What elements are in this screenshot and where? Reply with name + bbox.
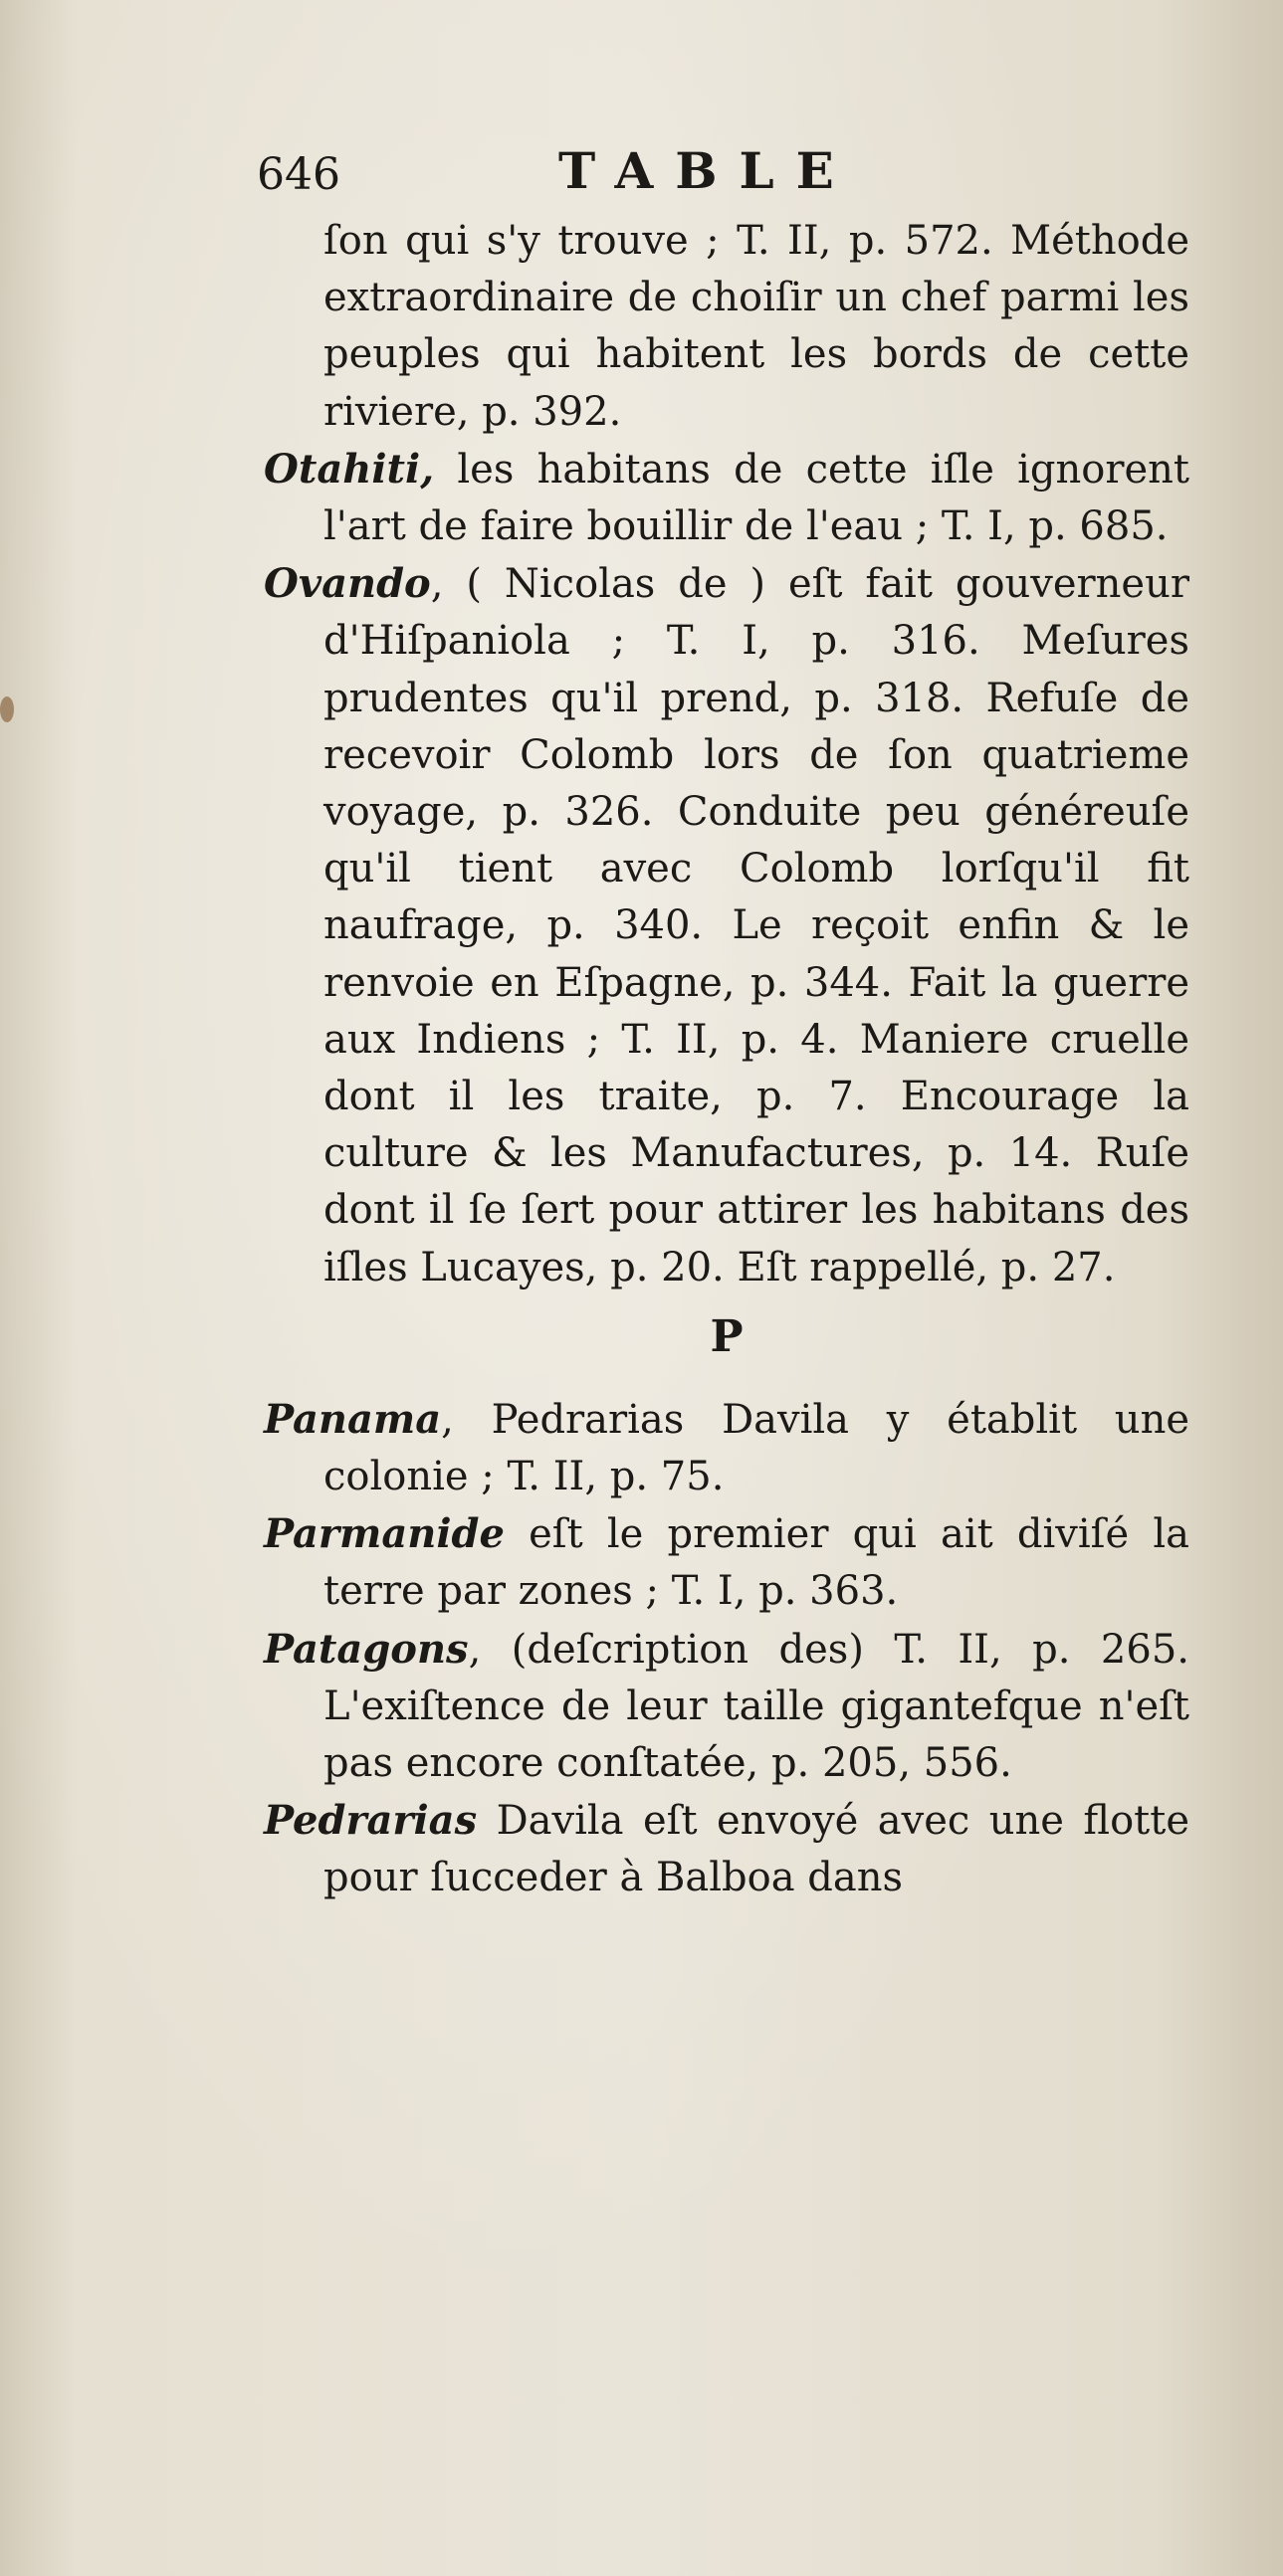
section-letter: P (710, 1310, 744, 1362)
index-entry (264, 1505, 1189, 1620)
index-entry (264, 441, 1189, 555)
index-entry (264, 1792, 1189, 1906)
index-entry (264, 213, 1189, 441)
entry-text: ſon qui s'y trouve ; T. II, p. 572. Méthode extraordinaire de choiſir un chef parmi les peuples qui habitent les bords de cette riviere, p. 392. (323, 218, 1189, 435)
entry-term: Panama (264, 1395, 442, 1443)
index-entry (264, 555, 1189, 1296)
entry-term: Parmanide (264, 1510, 505, 1558)
entry-term: Patagons (264, 1625, 469, 1673)
entry-term: Otahiti, (264, 445, 435, 493)
entry-text: , ( Nicolas de ) eſt fait gouverneur d'Hiſpaniola ; T. I, p. 316. Meſures prudentes qu'il prend, p. 318. Refuſe de recevoir Colomb lors de ſon quatrieme voyage, p. 326. Conduite peu généreuſe qu'il tient avec Colomb lorſqu'il fit naufrage, p. 340. Le reçoit enfin & le renvoie en Eſpagne, p. 344. Fait la guerre aux Indiens ; T. II, p. 4. Maniere cruelle dont il les traite, p. 7. Encourage la culture & les Manufactures, p. 14. Ruſe dont il ſe ſert pour attirer les habitans des iſles Lucayes, p. 20. Eſt rappellé, p. 27. (323, 561, 1189, 1290)
page-number: 646 (257, 149, 340, 200)
index-entries (264, 213, 1189, 1907)
index-entry (264, 1391, 1189, 1505)
entry-term: Pedrarias (264, 1797, 478, 1845)
index-entry (264, 1621, 1189, 1793)
entry-term: Ovando (264, 560, 431, 608)
entry-text: les habitans de cette iſle ignorent l'art de faire bouillir de l'eau ; T. I, p. 685. (323, 446, 1189, 550)
running-head (257, 139, 954, 209)
entry-text: , Pedrarias Davila y établit une colonie ; T. II, p. 75. (323, 1396, 1189, 1500)
ink-blot (0, 696, 14, 722)
entry-text: Davila eſt envoyé avec une flotte pour ſucceder à Balboa dans (323, 1798, 1189, 1901)
page-title: TABLE (558, 141, 856, 200)
entry-text: , (deſcription des) T. II, p. 265. L'exiſtence de leur taille gigantefque n'eſt pas encore conſtatée, p. 205, 556. (323, 1626, 1189, 1787)
entry-text: eſt le premier qui ait diviſé la terre par zones ; T. I, p. 363. (323, 1511, 1189, 1615)
